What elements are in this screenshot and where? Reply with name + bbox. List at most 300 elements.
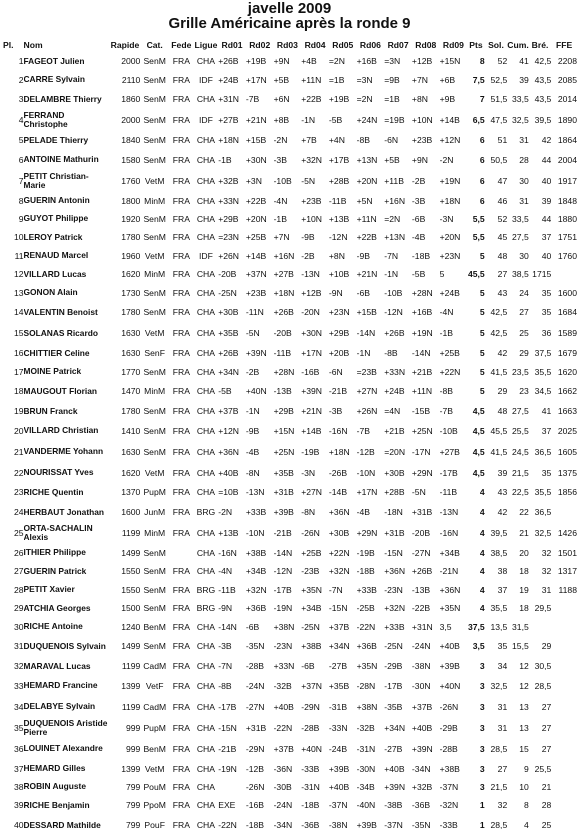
table-cell: +29B [273, 406, 294, 417]
table-cell: 33 [13, 680, 24, 691]
table-cell: 31 [497, 701, 508, 712]
table-cell: -35N [245, 641, 265, 652]
table-row [3, 544, 577, 562]
player-name: ORTA-SACHALIN Alexis [23, 523, 93, 543]
table-cell: 2 [18, 74, 24, 85]
table-cell: +32B [411, 781, 433, 792]
table-cell: 30,5 [534, 661, 552, 672]
table-cell: -16N [439, 528, 459, 539]
table-cell: 1800 [121, 195, 141, 206]
table-cell: +31B [245, 722, 267, 733]
table-cell: 14 [13, 307, 24, 318]
table-cell: -12N [328, 232, 348, 243]
table-cell: 27,5 [512, 406, 529, 417]
table-cell: 32,5 [512, 115, 529, 126]
table-cell: +27N [301, 487, 323, 498]
table-cell: 20 [13, 425, 24, 436]
table-cell: -1N [356, 348, 371, 359]
table-cell: 37,5 [534, 348, 552, 359]
table-cell: FRA [172, 800, 190, 811]
table-cell: 33,5 [512, 213, 529, 224]
table-cell: 18 [519, 603, 529, 614]
table-cell: JunM [144, 507, 166, 518]
table-cell: -19B [301, 446, 320, 457]
table-cell: 1684 [557, 307, 577, 318]
table-cell: FRA [172, 154, 190, 165]
table-cell: +28N [411, 287, 433, 298]
table-cell: 8 [18, 195, 24, 206]
table-cell: +9N [411, 154, 428, 165]
table-cell: +32N [384, 603, 406, 614]
table-cell: +24N [356, 115, 378, 126]
table-cell [551, 759, 577, 777]
table-cell: +27N [356, 386, 378, 397]
table-cell: 12 [519, 680, 529, 691]
table-cell: 35,5 [534, 366, 552, 377]
table-cell: +31B [411, 507, 433, 518]
table-cell: -31B [328, 701, 348, 712]
table-cell: -11B [328, 195, 347, 206]
table-cell: 1199 [121, 528, 141, 539]
table-cell: 4 [18, 115, 24, 126]
table-cell: 24,5 [512, 446, 529, 457]
column-header: Rd01 [221, 40, 243, 50]
table-cell: 1 [479, 800, 485, 811]
table-cell: -9B [301, 232, 315, 243]
table-cell: 5 [479, 287, 485, 298]
column-header: Ligue [194, 40, 218, 50]
table-cell: +30B [218, 307, 239, 318]
table-cell: FRA [172, 195, 190, 206]
table-cell: +6N [273, 94, 290, 105]
table-cell: +23B [411, 135, 433, 146]
table-cell: -27B [384, 743, 403, 754]
table-cell: +29N [411, 467, 433, 478]
table-cell: 24 [519, 287, 529, 298]
table-cell: -4B [356, 507, 370, 518]
table-cell [551, 796, 577, 814]
table-cell: +13N [384, 232, 406, 243]
table-cell: 31,5 [512, 621, 529, 632]
table-row [3, 502, 577, 523]
table-cell: -19N [218, 763, 237, 774]
player-name: ANTOINE Mathurin [23, 154, 99, 165]
table-cell: IDF [199, 115, 213, 126]
table-cell: -28B [245, 661, 265, 672]
table-cell: 1860 [121, 94, 141, 105]
player-name: GONON Alain [23, 287, 78, 298]
table-cell: 19 [13, 406, 24, 417]
table-cell: +37B [218, 406, 239, 417]
table-cell: FRA [172, 621, 190, 632]
table-cell: +13B [218, 528, 239, 539]
table-cell: -3N [301, 467, 316, 478]
table-cell: +27B [439, 446, 460, 457]
table-row [3, 815, 577, 836]
table-cell: 3 [479, 680, 485, 691]
table-cell: +16N [384, 195, 406, 206]
table-cell: -17N [411, 446, 431, 457]
table-cell: CHA [196, 348, 215, 359]
table-cell: CHA [196, 328, 215, 339]
table-row [3, 599, 577, 617]
table-cell: 39 [13, 800, 24, 811]
table-cell: -7B [439, 406, 453, 417]
table-cell: -38B [384, 800, 403, 811]
table-cell: +25B [301, 547, 322, 558]
table-row [3, 284, 577, 302]
table-cell: -2N [218, 507, 233, 518]
table-cell: 1188 [558, 584, 577, 595]
player-name: DESSARD Mathilde [23, 819, 101, 830]
table-cell: 33,5 [512, 94, 529, 105]
table-cell: -37N [328, 800, 348, 811]
table-cell: 42 [497, 348, 508, 359]
table-cell: CHA [196, 743, 215, 754]
table-cell: 35 [541, 307, 552, 318]
table-cell: 44 [541, 213, 552, 224]
table-cell: 41,5 [490, 446, 508, 457]
table-cell: FRA [172, 328, 190, 339]
table-cell: +39B [439, 661, 460, 672]
table-cell: 29 [519, 348, 529, 359]
table-cell: 40 [541, 175, 552, 186]
table-cell: +36N [328, 507, 350, 518]
table-cell: -6B [301, 661, 315, 672]
table-cell: FRA [172, 250, 190, 261]
table-cell: -20N [301, 307, 320, 318]
table-cell: +16B [411, 307, 433, 318]
table-row [3, 149, 577, 170]
table-cell: -2N [439, 154, 454, 165]
table-cell: +9B [439, 94, 456, 105]
table-cell: -7B [356, 425, 370, 436]
table-cell: 27 [541, 743, 552, 754]
table-cell: =23N [218, 232, 240, 243]
table-cell: 4 [479, 487, 485, 498]
table-cell: +27B [218, 115, 239, 126]
table-cell: +29N [356, 528, 378, 539]
table-cell: =2N [328, 56, 345, 67]
table-cell: -18N [384, 507, 403, 518]
table-cell: -36B [411, 800, 431, 811]
table-cell: -8B [356, 135, 370, 146]
table-cell: -19N [273, 603, 293, 614]
table-cell: 1499 [121, 547, 141, 558]
table-cell: +19N [411, 328, 433, 339]
table-cell: 13 [519, 722, 529, 733]
table-cell: +10B [328, 269, 350, 280]
table-cell: +34B [245, 566, 267, 577]
table-cell: MinM [144, 386, 166, 397]
column-header: Cat. [146, 40, 163, 50]
table-cell: =4N [384, 406, 401, 417]
table-cell: 4 [479, 507, 485, 518]
table-cell: FRA [172, 528, 190, 539]
table-cell: -15N [218, 722, 237, 733]
table-cell: +34N [328, 641, 350, 652]
table-cell: -26N [301, 528, 320, 539]
table-cell: 5 [439, 269, 445, 280]
table-row [3, 581, 577, 599]
table-cell: +21N [301, 406, 323, 417]
table-row [3, 228, 577, 246]
table-cell: +12B [411, 56, 433, 67]
table-cell: +19N [439, 175, 461, 186]
table-cell: 31 [13, 641, 24, 652]
table-cell: +35B [273, 467, 294, 478]
column-header: Sol. [488, 40, 504, 50]
table-cell: +17B [328, 154, 350, 165]
table-cell: SenM [143, 232, 166, 243]
table-cell: -29B [384, 661, 403, 672]
table-cell: 32 [541, 566, 552, 577]
table-cell: =23B [356, 366, 377, 377]
table-cell: -16N [218, 547, 237, 558]
table-cell: 1780 [121, 406, 141, 417]
table-cell: BenM [143, 621, 166, 632]
table-cell: +35N [439, 603, 461, 614]
table-cell: +5B [384, 154, 400, 165]
player-name: VANDERME Yohann [23, 446, 104, 457]
table-cell: -3B [328, 406, 343, 417]
table-cell: 23,5 [512, 366, 529, 377]
table-cell: 5 [479, 366, 485, 377]
table-row [3, 110, 577, 131]
table-row [3, 657, 577, 675]
table-row [3, 402, 577, 420]
table-cell: -23N [384, 584, 403, 595]
table-cell: 17 [13, 366, 24, 377]
table-cell: +32N [328, 566, 350, 577]
table-row [3, 323, 577, 344]
table-cell: 2000 [121, 115, 141, 126]
column-header: Rd03 [276, 40, 298, 50]
table-cell: +7N [273, 232, 290, 243]
table-cell [551, 717, 577, 738]
table-cell: +38B [301, 641, 322, 652]
table-cell: +19B [328, 94, 350, 105]
table-cell: +36N [384, 566, 406, 577]
table-cell: -20B [218, 269, 237, 280]
table-cell: 1501 [557, 547, 577, 558]
table-cell: -23N [273, 641, 293, 652]
table-cell: 36,5 [534, 507, 552, 518]
table-cell: CHA [196, 406, 215, 417]
table-cell: +23N [439, 250, 461, 261]
table-cell: +26B [411, 566, 433, 577]
table-cell: +38B [245, 547, 267, 558]
table-cell: 21,5 [490, 781, 508, 792]
table-cell: 42 [497, 507, 508, 518]
table-cell: -14N [218, 621, 237, 632]
table-cell: 27 [497, 269, 508, 280]
table-cell: 39 [541, 195, 552, 206]
table-cell: -10B [439, 425, 458, 436]
table-cell [551, 657, 577, 675]
table-cell: -15N [328, 603, 348, 614]
table-cell: CHA [196, 175, 215, 186]
table-cell: 28 [13, 584, 24, 595]
table-cell: +11N [301, 74, 322, 85]
table-cell: -8N [301, 507, 316, 518]
table-cell [169, 544, 194, 562]
table-cell: 4,5 [472, 425, 485, 436]
table-cell: -37N [384, 820, 403, 831]
table-cell: +8N [328, 250, 345, 261]
table-cell: 1580 [121, 154, 141, 165]
table-cell: 29,5 [534, 603, 552, 614]
table-cell: -30N [411, 680, 431, 691]
table-cell: 21 [519, 528, 529, 539]
table-cell: -9N [218, 603, 233, 614]
table-cell: SenM [143, 287, 166, 298]
table-cell: 3,5 [439, 621, 452, 632]
table-cell: 2000 [121, 56, 141, 67]
table-row [3, 483, 577, 501]
table-cell: 18 [519, 566, 529, 577]
table-cell: 44 [541, 154, 552, 165]
table-cell: SenM [143, 74, 166, 85]
table-cell: +6B [439, 74, 456, 85]
table-cell: -12N [273, 566, 293, 577]
table-cell: +40B [439, 641, 460, 652]
table-cell: -30N [356, 763, 376, 774]
table-cell: 2085 [557, 74, 577, 85]
table-cell: -9B [356, 250, 370, 261]
table-cell: =2N [384, 213, 401, 224]
player-name: BRUN Franck [23, 405, 78, 416]
table-cell: -32B [273, 680, 292, 691]
table-cell: -2B [301, 250, 315, 261]
table-cell: FRA [172, 722, 190, 733]
table-cell: CHA [196, 621, 215, 632]
table-cell: 45 [497, 232, 508, 243]
table-cell: -13B [273, 386, 292, 397]
table-cell: -1N [301, 115, 316, 126]
table-cell: +5N [356, 195, 373, 206]
table-cell: 1199 [121, 701, 141, 712]
table-cell: -19B [356, 547, 375, 558]
table-cell: FRA [172, 287, 190, 298]
table-cell: 799 [126, 820, 141, 831]
table-cell: +26B [218, 348, 239, 359]
table-row [3, 70, 577, 88]
table-cell: 35,5 [534, 487, 552, 498]
table-cell: 1600 [557, 287, 577, 298]
column-header: Fede [171, 40, 192, 50]
table-cell: -34N [273, 820, 293, 831]
table-cell: PupM [143, 487, 166, 498]
player-name: NOURISSAT Yves [23, 467, 94, 478]
table-cell: +7B [301, 135, 317, 146]
table-cell: SenM [143, 641, 166, 652]
table-cell: +31B [273, 487, 294, 498]
player-name: ITHIER Philippe [23, 547, 86, 558]
table-cell: 6 [479, 195, 485, 206]
table-cell: PpoM [143, 800, 166, 811]
table-cell: -4N [273, 195, 288, 206]
table-cell: 42,5 [534, 56, 552, 67]
table-cell: +12B [301, 287, 322, 298]
player-name: PETIT Christian-Marie [23, 170, 89, 190]
table-cell: +32N [301, 154, 323, 165]
table-cell: 52 [497, 213, 508, 224]
table-cell: +32N [245, 584, 267, 595]
table-cell: +25N [273, 446, 295, 457]
table-cell: -14N [411, 348, 431, 359]
table-cell: +33N [218, 195, 240, 206]
table-cell: 1864 [557, 135, 577, 146]
table-cell: +33N [384, 366, 406, 377]
table-cell: 34 [497, 661, 508, 672]
table-cell: -7N [218, 661, 233, 672]
table-cell: -1B [439, 328, 453, 339]
table-cell: CHA [196, 701, 215, 712]
table-row [3, 675, 577, 696]
table-cell: +15N [273, 425, 295, 436]
table-cell: FRA [172, 584, 190, 595]
table-cell: 31 [519, 135, 529, 146]
table-cell: 42 [541, 135, 552, 146]
table-cell: +25B [439, 348, 460, 359]
table-cell: +14B [245, 250, 267, 261]
table-cell: +31N [411, 621, 433, 632]
table-cell: FRA [172, 175, 190, 186]
table-cell: -13B [411, 584, 431, 595]
table-cell: 37 [541, 232, 552, 243]
table-cell: 4,5 [472, 467, 485, 478]
column-header: Rd05 [332, 40, 354, 50]
table-cell: 1426 [557, 528, 577, 539]
table-cell: -17B [384, 680, 403, 691]
table-cell: -4N [218, 566, 233, 577]
table-cell: +20N [439, 232, 461, 243]
table-cell: FRA [172, 56, 190, 67]
table-cell: -24N [245, 680, 265, 691]
table-cell: -5B [218, 386, 232, 397]
table-cell: +40B [218, 467, 239, 478]
table-row [3, 759, 577, 777]
table-cell: -15N [384, 547, 403, 558]
table-cell: -25B [356, 603, 375, 614]
table-cell: -33N [328, 722, 348, 733]
table-cell: 5,5 [472, 232, 485, 243]
table-cell: 28 [541, 800, 552, 811]
table-cell: -22N [356, 621, 376, 632]
table-cell: -34B [356, 781, 375, 792]
table-cell: -7B [245, 94, 260, 105]
table-cell: +26B [218, 56, 239, 67]
table-cell: +34B [439, 547, 460, 558]
table-cell: FRA [172, 406, 190, 417]
table-cell: =1B [384, 94, 400, 105]
table-cell: 3 [479, 701, 485, 712]
table-cell: 4 [479, 566, 485, 577]
table-cell: CHA [196, 722, 215, 733]
table-cell: +39N [245, 348, 267, 359]
table-cell: +37B [328, 621, 350, 632]
column-header: FFE [556, 40, 573, 50]
table-cell: +40N [245, 386, 267, 397]
table-cell: -1N [384, 269, 399, 280]
table-cell: 36 [13, 743, 24, 754]
player-name: ATCHIA Georges [23, 602, 91, 613]
table-cell: FRA [172, 425, 190, 436]
table-cell: 36,5 [534, 446, 552, 457]
table-cell: +35B [218, 328, 239, 339]
table-cell: -2B [411, 175, 426, 186]
